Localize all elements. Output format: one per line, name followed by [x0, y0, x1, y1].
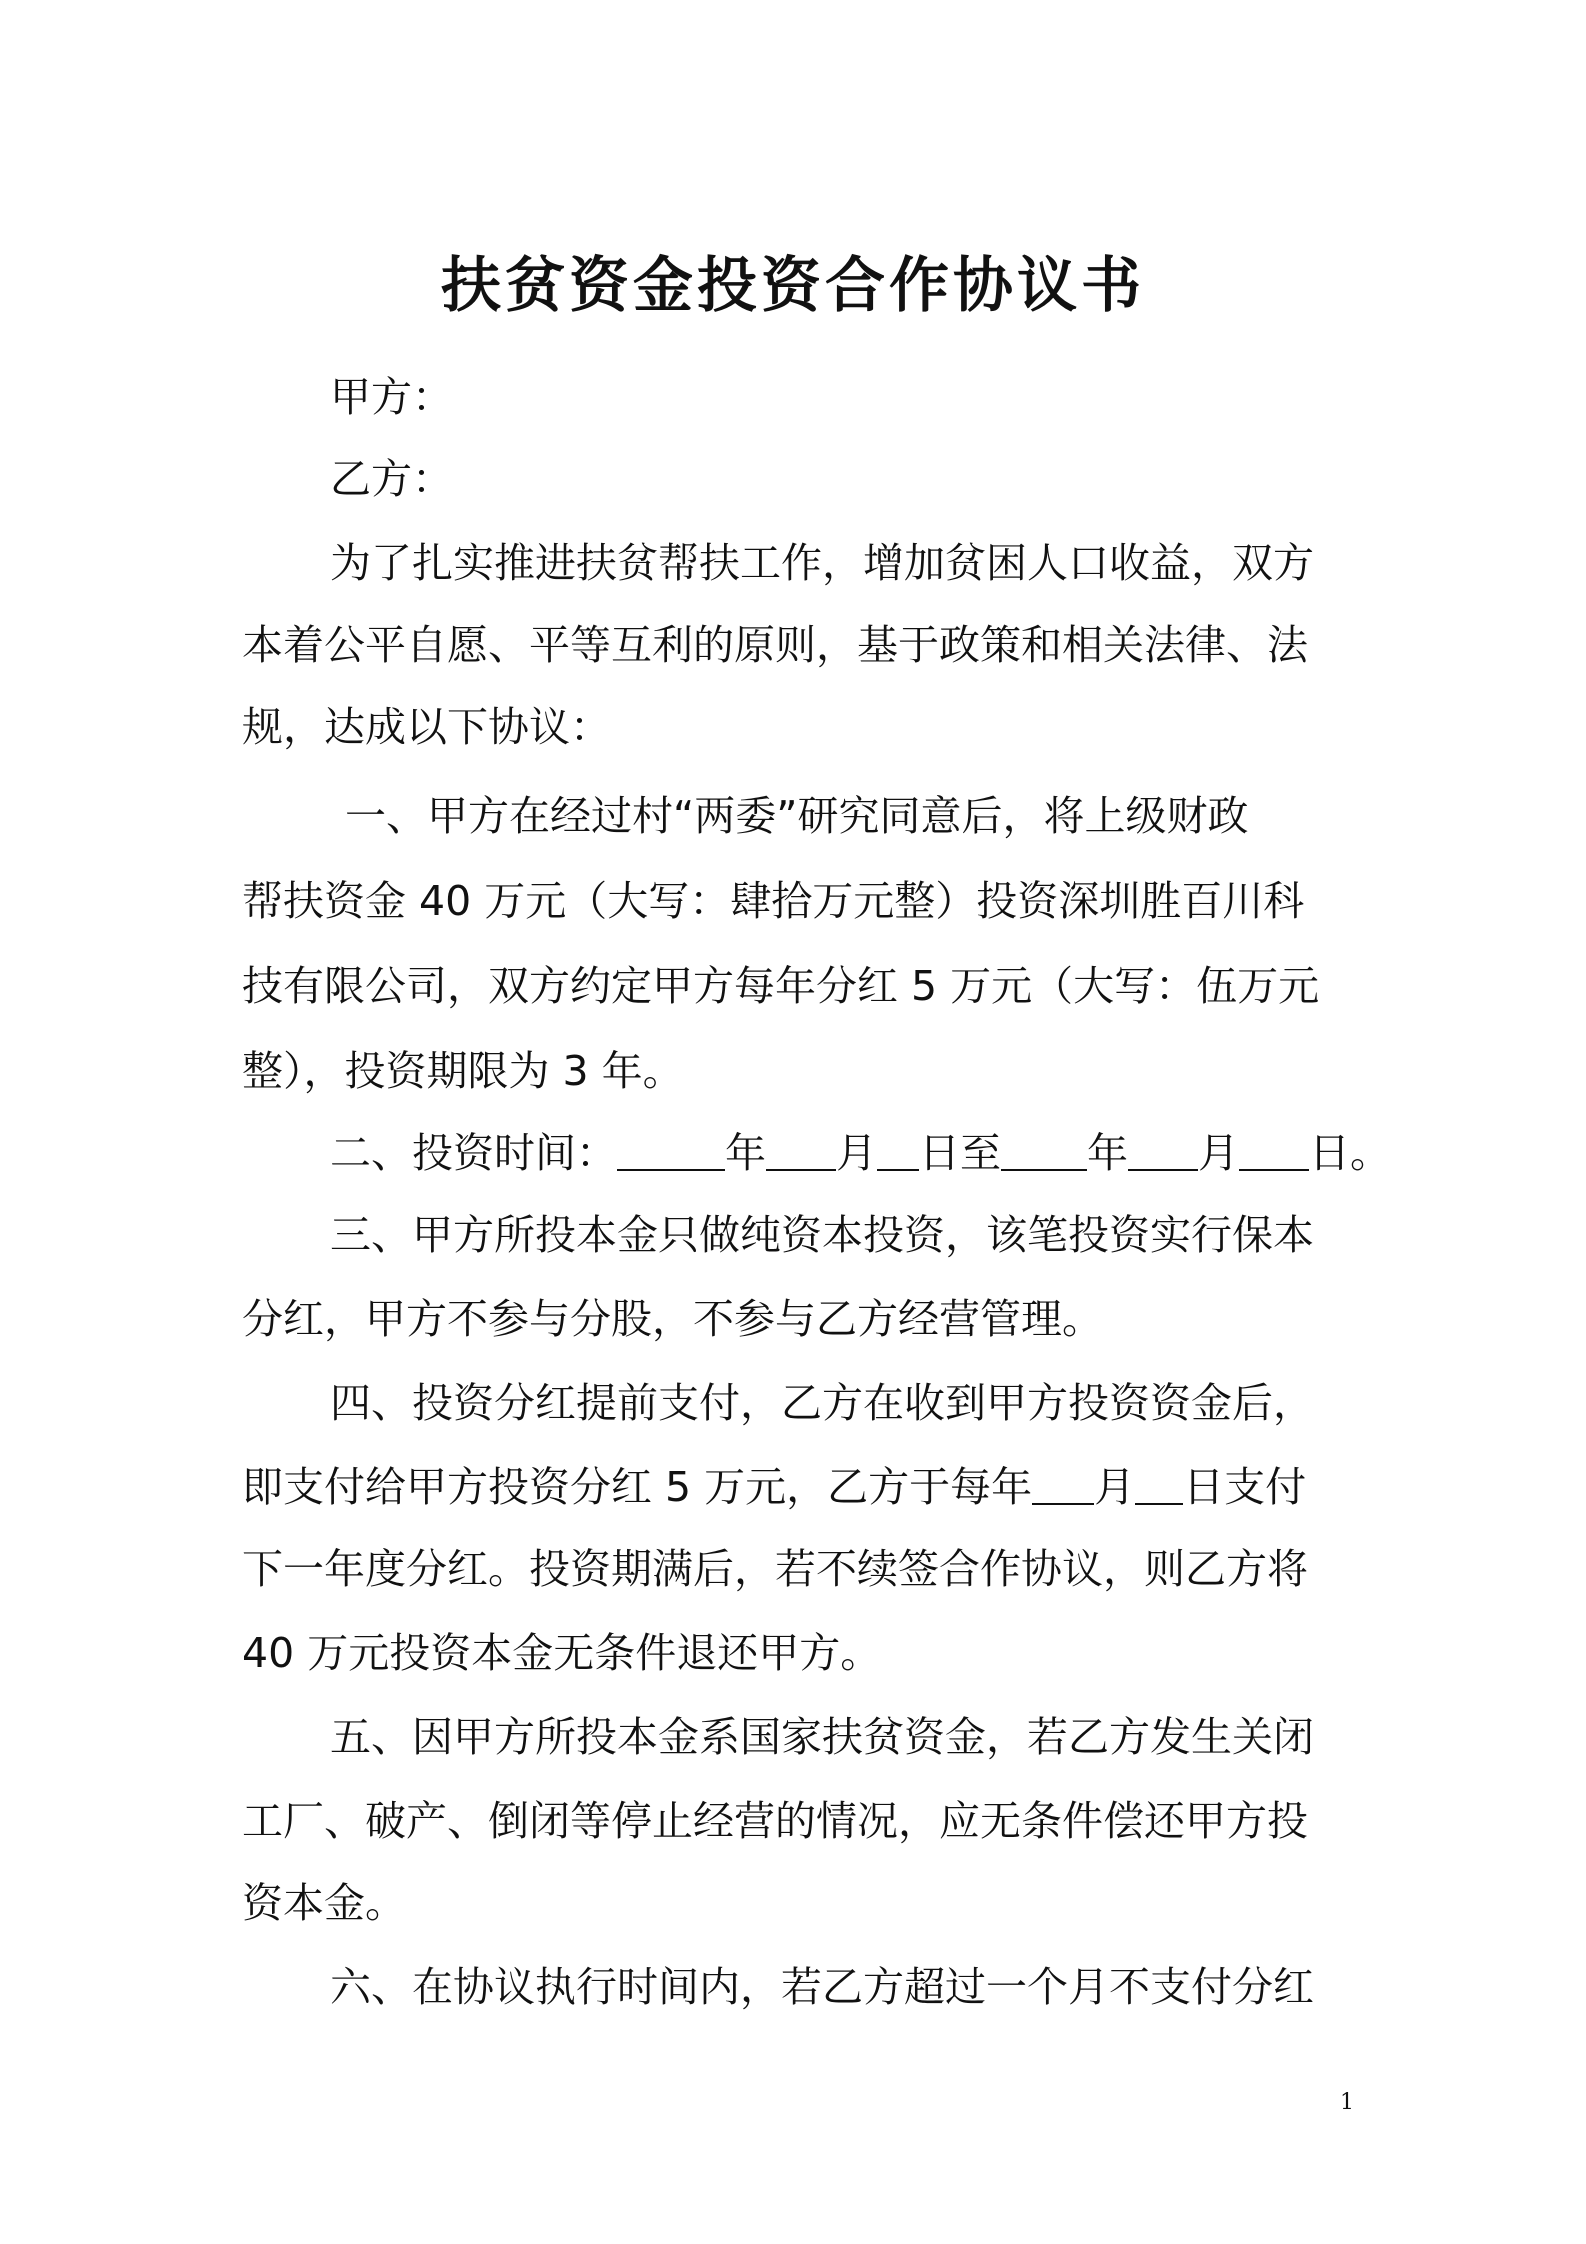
month-label: 月: [1094, 1463, 1136, 1511]
start-year-blank[interactable]: [617, 1125, 725, 1171]
clause-2-investment-period: [330, 1122, 1391, 1184]
month-label: 月: [836, 1129, 877, 1177]
payment-day-blank[interactable]: [1135, 1459, 1183, 1505]
clause-5-line: 工厂、破产、倒闭等停止经营的情况，应无条件偿还甲方投: [242, 1797, 1308, 1845]
clause-1-line: 一、甲方在经过村“两委”研究同意后，将上级财政: [345, 792, 1249, 840]
clause-1-line: 整），投资期限为 3 年。: [242, 1047, 684, 1095]
clause-6-line: 六、在协议执行时间内，若乙方超过一个月不支付分红: [330, 1963, 1314, 2011]
start-day-blank[interactable]: [877, 1125, 919, 1171]
clause-5-line: 五、因甲方所投本金系国家扶贫资金，若乙方发生关闭: [330, 1713, 1314, 1761]
clause-3-line: 分红，甲方不参与分股，不参与乙方经营管理。: [242, 1295, 1103, 1343]
end-day-blank[interactable]: [1239, 1125, 1309, 1171]
payment-month-blank[interactable]: [1032, 1459, 1094, 1505]
clause-1-line: 技有限公司，双方约定甲方每年分红 5 万元（大写：伍万元: [242, 962, 1320, 1010]
clause-1-line: 帮扶资金 40 万元（大写：肆拾万元整）投资深圳胜百川科: [242, 877, 1305, 925]
preamble-line: 为了扎实推进扶贫帮扶工作，增加贫困人口收益，双方: [330, 539, 1314, 587]
preamble-line: 规，达成以下协议：: [242, 703, 611, 751]
clause-5-line: 资本金。: [242, 1879, 406, 1927]
clause-4-line: [242, 1456, 1306, 1518]
end-year-blank[interactable]: [1001, 1125, 1087, 1171]
document-title: 扶贫资金投资合作协议书: [441, 251, 1145, 321]
start-month-blank[interactable]: [766, 1125, 836, 1171]
party-b-label: 乙方：: [330, 455, 453, 503]
clause-3-line: 三、甲方所投本金只做纯资本投资，该笔投资实行保本: [330, 1211, 1314, 1259]
end-month-blank[interactable]: [1128, 1125, 1198, 1171]
day-to-label: 日至: [919, 1129, 1001, 1177]
clause-4-text: 即支付给甲方投资分红 5 万元，乙方于每年: [242, 1463, 1033, 1511]
page-number: 1: [1340, 2090, 1354, 2115]
month-label: 月: [1198, 1129, 1239, 1177]
clause-4-line: 四、投资分红提前支付，乙方在收到甲方投资资金后，: [330, 1379, 1314, 1427]
clause-4-line: 40 万元投资本金无条件退还甲方。: [242, 1629, 882, 1677]
year-label: 年: [725, 1129, 766, 1177]
clause-4-line: 下一年度分红。投资期满后，若不续签合作协议，则乙方将: [242, 1545, 1308, 1593]
year-label: 年: [1087, 1129, 1128, 1177]
clause-4-text: 日支付: [1183, 1463, 1307, 1511]
party-a-label: 甲方：: [330, 373, 453, 421]
clause-2-label: 二、投资时间：: [330, 1129, 617, 1177]
preamble-line: 本着公平自愿、平等互利的原则，基于政策和相关法律、法: [242, 621, 1308, 669]
day-end-label: 日。: [1309, 1129, 1391, 1177]
